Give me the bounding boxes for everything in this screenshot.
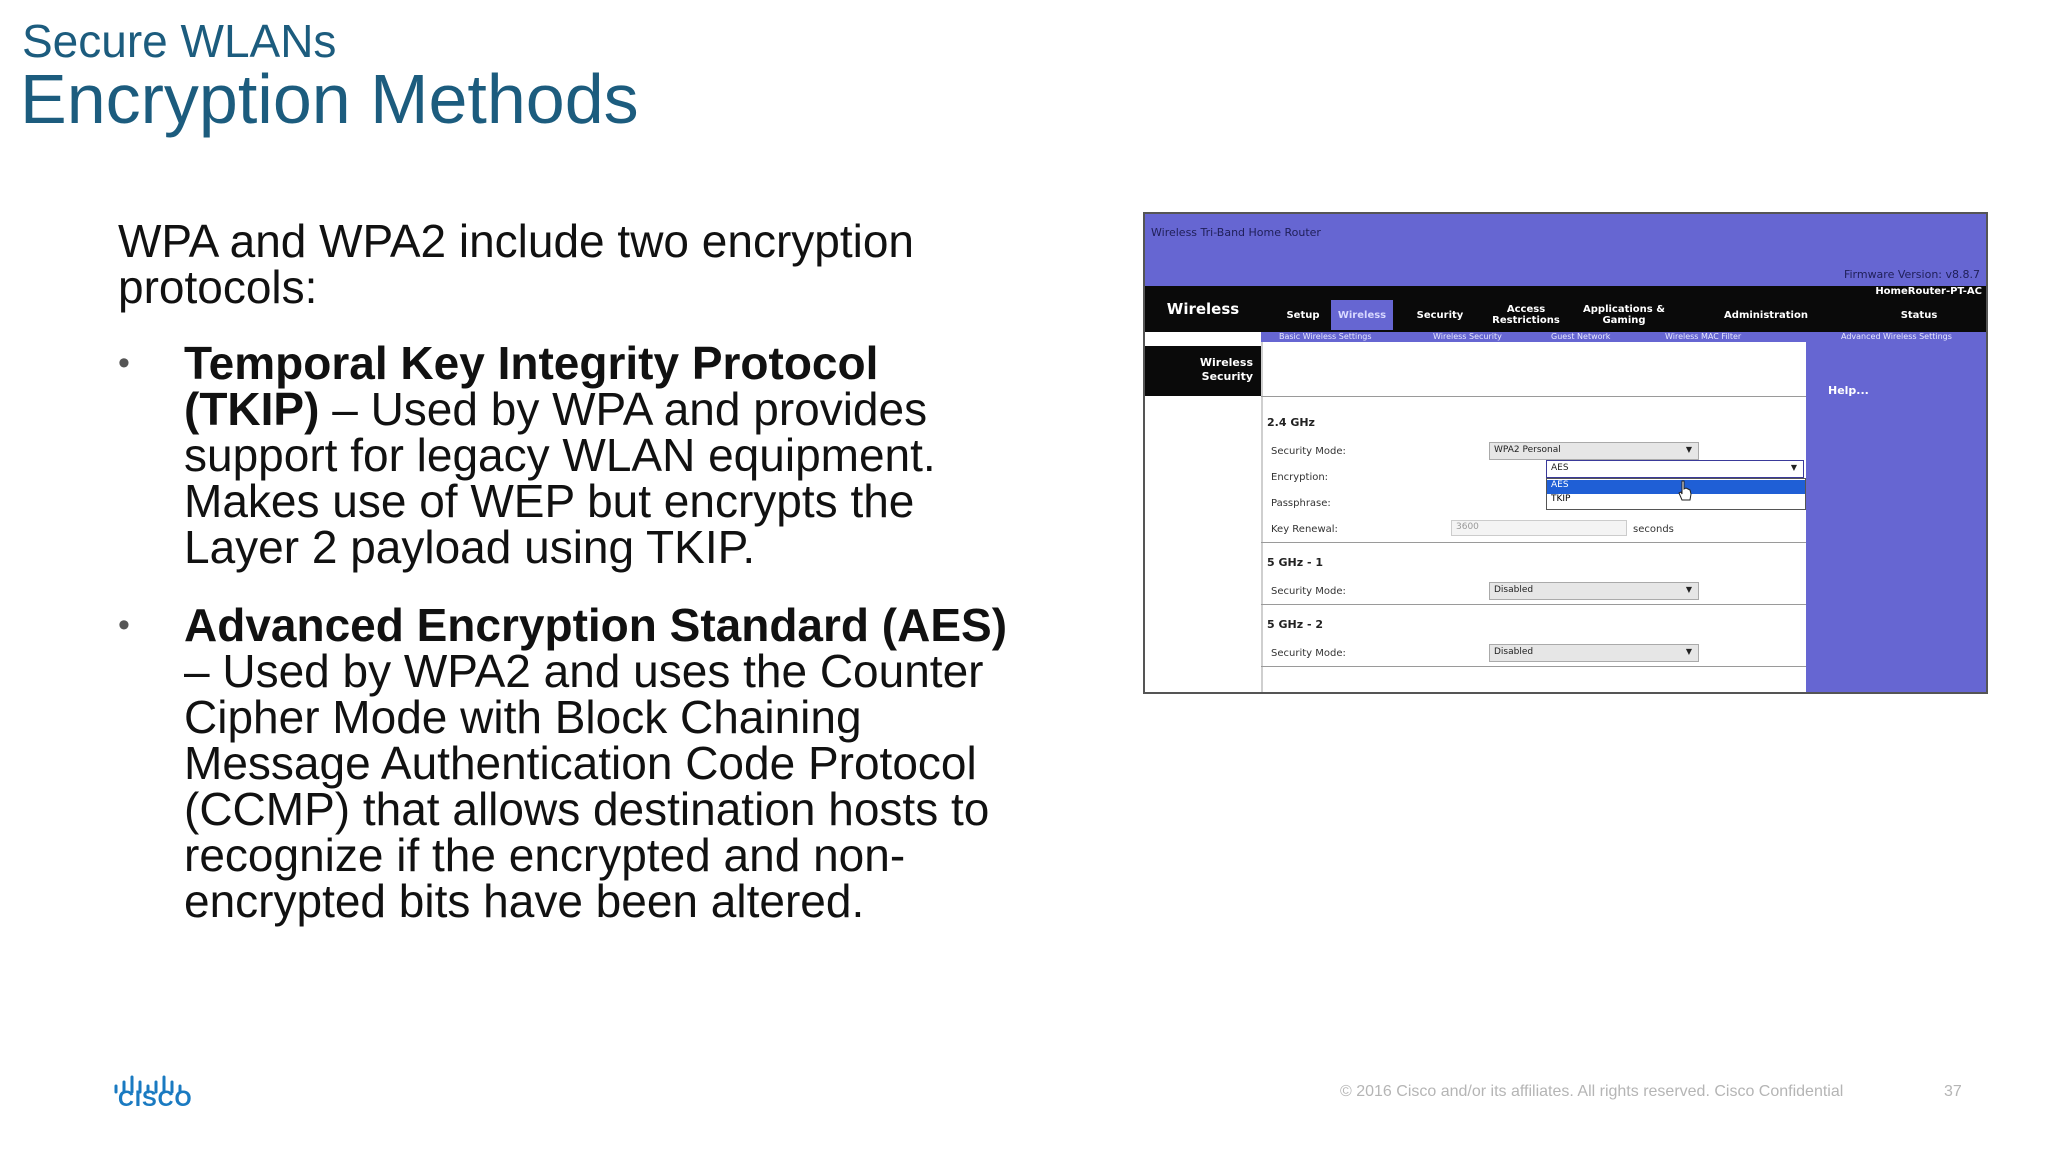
bullet-dot-icon: • xyxy=(118,344,130,382)
chevron-down-icon: ▼ xyxy=(1685,445,1692,454)
band-24-security-mode-select[interactable] xyxy=(1489,442,1699,460)
tab-security[interactable]: Security xyxy=(1416,309,1464,321)
subtab-basic-wireless[interactable]: Basic Wireless Settings xyxy=(1279,332,1372,341)
tab-applications-gaming[interactable]: Applications & Gaming xyxy=(1583,304,1665,326)
band-24-encryption-value: AES xyxy=(1551,463,1569,473)
divider xyxy=(1261,396,1806,397)
key-renewal-unit: seconds xyxy=(1633,524,1674,535)
bullet-tkip xyxy=(118,337,1018,573)
band-5-1-security-mode-select[interactable] xyxy=(1489,582,1699,600)
router-sidebar-label: Wireless Security xyxy=(1145,346,1261,396)
router-model: HomeRouter-PT-AC xyxy=(1875,286,1982,297)
chevron-down-icon: ▼ xyxy=(1685,585,1692,594)
tab-administration[interactable]: Administration xyxy=(1724,309,1808,321)
router-help-panel xyxy=(1806,342,1986,692)
divider xyxy=(1261,666,1806,667)
bullet-aes-text: – Used by WPA2 and uses the Counter Cipher Mode with Block Chaining Message Authentication Code Protocol (CCMP) that allows destination hosts to recognize if the encrypted and non-encrypted bits have been altered. xyxy=(184,645,990,927)
subtab-mac-filter[interactable]: Wireless MAC Filter xyxy=(1665,332,1742,341)
tab-setup[interactable]: Setup xyxy=(1286,309,1320,321)
slide-body xyxy=(118,215,1018,956)
slide-title: Encryption Methods xyxy=(20,60,639,138)
subtab-wireless-security[interactable]: Wireless Security xyxy=(1433,332,1502,341)
router-help-link[interactable]: Help... xyxy=(1828,384,1869,397)
bullet-aes-term: Advanced Encryption Standard (AES) xyxy=(184,599,1008,651)
divider xyxy=(1261,604,1806,605)
copyright: © 2016 Cisco and/or its affiliates. All rights reserved. Cisco Confidential xyxy=(1340,1083,1844,1100)
tab-wireless[interactable]: Wireless xyxy=(1331,300,1393,330)
slide-subtitle: Secure WLANs xyxy=(22,15,337,67)
band-5-2-security-mode-select[interactable] xyxy=(1489,644,1699,662)
bullet-aes xyxy=(118,599,1018,927)
intro-text: WPA and WPA2 include two encryption protocols: xyxy=(118,215,915,313)
router-product-name: Wireless Tri-Band Home Router xyxy=(1151,226,1321,239)
router-top-bar xyxy=(1145,214,1986,288)
chevron-down-icon: ▼ xyxy=(1685,647,1692,656)
band-24-security-mode-label: Security Mode: xyxy=(1271,446,1346,457)
band-24-heading: 2.4 GHz xyxy=(1267,416,1315,429)
bullet-tkip-term: Temporal Key Integrity Protocol (TKIP) xyxy=(184,337,879,435)
tab-status[interactable]: Status xyxy=(1900,309,1938,321)
band-5-2-security-mode-label: Security Mode: xyxy=(1271,648,1346,659)
encryption-option-aes[interactable]: AES xyxy=(1547,480,1805,494)
tab-access-restrictions[interactable]: Access Restrictions xyxy=(1492,304,1560,326)
subtab-advanced-wireless[interactable]: Advanced Wireless Settings xyxy=(1841,332,1952,341)
band-24-security-mode-value: WPA2 Personal xyxy=(1494,445,1561,455)
key-renewal-input[interactable]: 3600 xyxy=(1451,520,1627,536)
subtab-guest-network[interactable]: Guest Network xyxy=(1551,332,1611,341)
band-24-encryption-select[interactable] xyxy=(1546,460,1804,478)
router-nav-bar xyxy=(1145,286,1986,332)
router-screenshot xyxy=(1143,212,1988,694)
band-5-1-security-mode-label: Security Mode: xyxy=(1271,586,1346,597)
band-5-2-security-mode-value: Disabled xyxy=(1494,647,1534,657)
cisco-logo-text: CISCO xyxy=(118,1086,193,1111)
band-24-passphrase-label: Passphrase: xyxy=(1271,498,1331,509)
router-nav-label: Wireless xyxy=(1166,300,1240,318)
bullet-dot-icon: • xyxy=(118,606,130,644)
page-number: 37 xyxy=(1944,1083,1962,1100)
encryption-dropdown-list xyxy=(1546,478,1806,510)
band-24-key-renewal-label: Key Renewal: xyxy=(1271,524,1338,535)
band-5-1-security-mode-value: Disabled xyxy=(1494,585,1534,595)
router-subnav xyxy=(1261,332,1986,342)
hand-cursor-icon xyxy=(1677,480,1693,502)
encryption-option-tkip[interactable]: TKIP xyxy=(1551,494,1571,504)
bullet-tkip-text: – Used by WPA and provides support for legacy WLAN equipment. Makes use of WEP but encrypts the Layer 2 payload using TKIP. xyxy=(184,383,936,573)
router-firmware: Firmware Version: v8.8.7 xyxy=(1843,268,1980,281)
divider xyxy=(1261,542,1806,543)
chevron-down-icon: ▼ xyxy=(1790,463,1797,472)
band-5-2-heading: 5 GHz - 2 xyxy=(1267,618,1323,631)
band-24-encryption-label: Encryption: xyxy=(1271,472,1329,483)
band-5-1-heading: 5 GHz - 1 xyxy=(1267,556,1323,569)
